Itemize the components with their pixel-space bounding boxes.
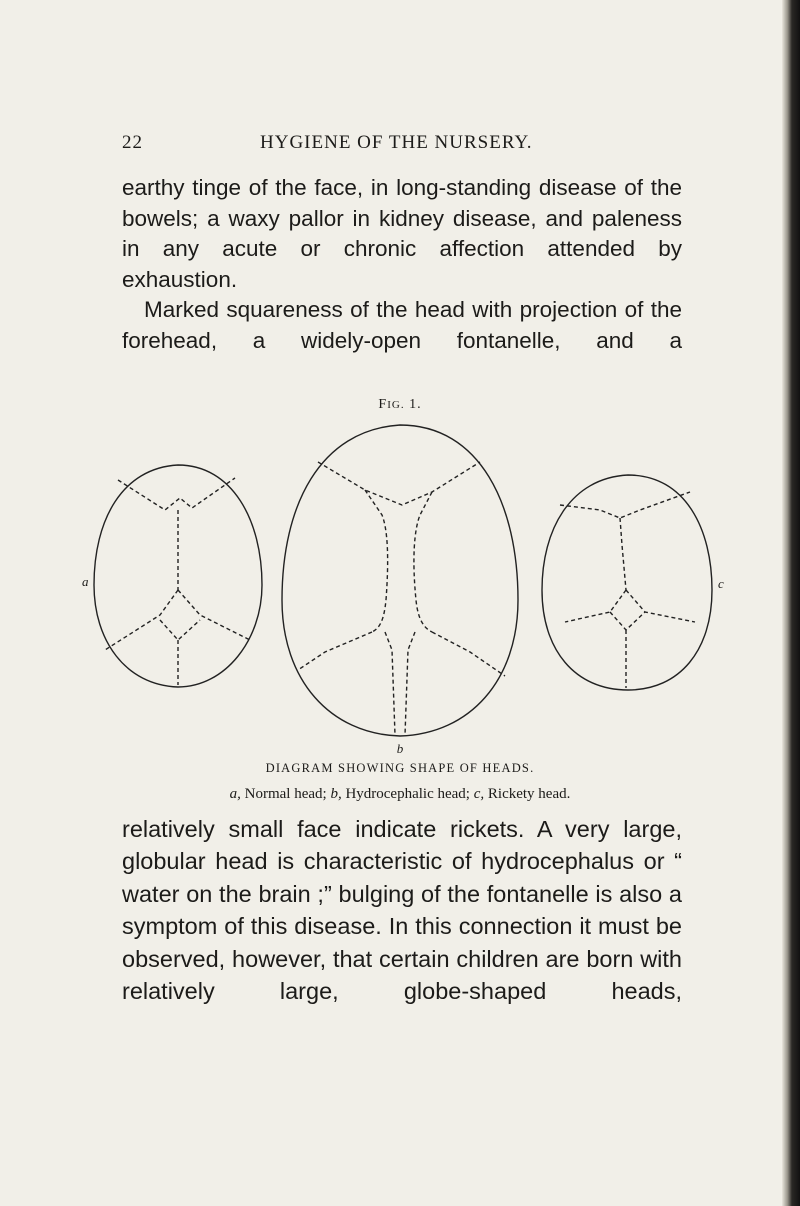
hydrocephalic-head-outline	[282, 425, 518, 736]
figure-label-rest: IG.	[387, 399, 405, 411]
paragraph-3: relatively small face indicate rickets. A very large, globular head is characteristic of hydrocephalus or “ water on the brain ;” bulging of the fontanelle is also a symptom of this disease. In this connection it must be observed, however, that certain children are born with relatively large, globe-shaped heads,	[122, 816, 682, 1005]
running-title: HYGIENE OF THE NURSERY.	[260, 132, 533, 153]
legend-text-c: Rickety head.	[487, 786, 571, 802]
rickety-head-outline	[542, 475, 712, 690]
legend-text-b: Hydrocephalic head;	[345, 786, 470, 802]
figure-label-number: 1.	[409, 397, 422, 412]
figure-label-initial: F	[378, 397, 388, 412]
figure-letter-a: a	[82, 574, 89, 589]
legend-letter-a: a,	[229, 786, 241, 802]
paragraph-1: earthy tinge of the face, in long-standing disease of the bowels; a waxy pallor in kidney disease, and paleness in any acute or chronic affection attended by exhaustion.	[122, 175, 682, 292]
figure-letter-c: c	[718, 576, 724, 591]
figure-letter-b: b	[396, 741, 404, 756]
normal-head-outline	[94, 465, 262, 687]
head-shapes-diagram	[0, 410, 800, 750]
legend-letter-c: c,	[473, 786, 485, 802]
paragraph-2: Marked squareness of the head with projection of the forehead, a widely-open fontanelle, and a	[122, 297, 682, 353]
page-number: 22	[122, 132, 143, 153]
running-head	[122, 132, 682, 162]
legend-letter-b: b,	[330, 786, 342, 802]
legend-text-a: Normal head;	[244, 786, 327, 802]
figure-legend	[0, 786, 800, 803]
figure-caption-title: DIAGRAM SHOWING SHAPE OF HEADS.	[265, 761, 535, 775]
